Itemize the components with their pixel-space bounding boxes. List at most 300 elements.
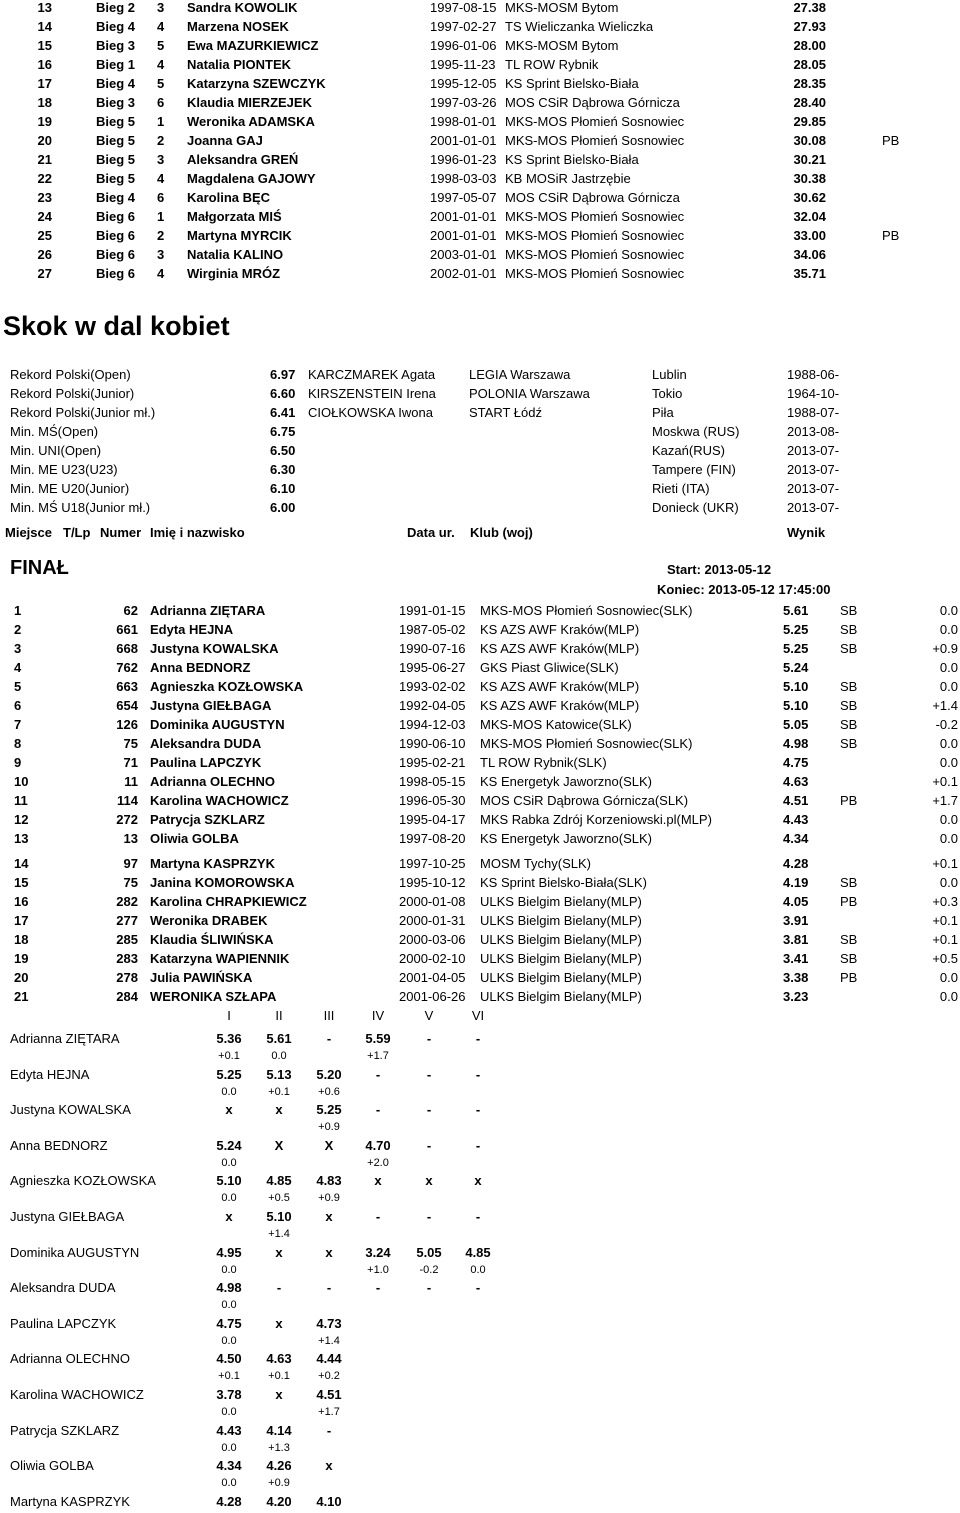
record-holder: CIOŁKOWSKA Iwona [308, 405, 433, 420]
final-note: SB [840, 875, 858, 890]
final-born: 1992-04-05 [399, 698, 466, 713]
record-date: 2013-07- [787, 481, 840, 496]
record-club: START Łódź [469, 405, 542, 420]
attempt-athlete: Adrianna ZIĘTARA [10, 1031, 120, 1046]
record-date: 1988-07- [787, 405, 840, 420]
final-result: 5.24 [783, 660, 809, 675]
prev-born: 1997-02-27 [430, 19, 497, 34]
attempt-mark: - [375, 1102, 381, 1118]
prev-lane: 5 [157, 76, 165, 91]
final-note: SB [840, 717, 858, 732]
attempt-mark: x [275, 1102, 283, 1118]
attempt-mark: x [325, 1209, 333, 1224]
final-wind: 0.0 [939, 875, 958, 890]
prev-lane: 5 [157, 38, 165, 53]
prev-lane: 6 [157, 95, 165, 110]
final-result: 5.05 [783, 717, 809, 732]
attempt-mark: x [225, 1209, 233, 1224]
attempt-mark: x [325, 1244, 333, 1260]
record-date: 2013-07- [787, 500, 840, 515]
attempt-athlete: Dominika AUGUSTYN [10, 1244, 140, 1260]
final-place: 5 [14, 679, 22, 694]
prev-name: Klaudia MIERZEJEK [187, 95, 312, 110]
final-club: KS AZS AWF Kraków(MLP) [480, 622, 640, 637]
final-wind: +0.9 [932, 641, 958, 656]
attempt-athlete: Justyna GIEŁBAGA [10, 1209, 125, 1224]
final-born: 1996-05-30 [399, 793, 466, 808]
final-name: Katarzyna WAPIENNIK [150, 951, 290, 966]
attempt-mark: x [275, 1387, 283, 1402]
final-number: 283 [116, 951, 138, 966]
attempt-athlete: Anna BEDNORZ [10, 1137, 108, 1153]
prev-place: 18 [37, 95, 52, 110]
attempt-mark: 4.75 [216, 1315, 242, 1331]
final-wind: -0.2 [935, 717, 958, 732]
final-place: 18 [14, 932, 29, 947]
final-note: PB [840, 793, 858, 808]
final-name: Weronika DRABEK [150, 913, 268, 928]
col-header-name: Imię i nazwisko [150, 525, 245, 540]
final-wind: 0.0 [939, 989, 958, 1004]
prev-born: 1998-01-01 [430, 114, 497, 129]
attempt-athlete: Patrycja SZKLARZ [10, 1422, 120, 1438]
attempt-mark: 4.85 [266, 1173, 292, 1189]
attempt-header: IV [371, 1008, 385, 1023]
final-name: Adrianna OLECHNO [150, 774, 275, 789]
final-born: 2000-02-10 [399, 951, 466, 966]
prev-place: 13 [37, 0, 52, 15]
prev-result: 28.40 [793, 95, 826, 110]
attempt-mark: - [426, 1102, 432, 1118]
record-place: Tampere (FIN) [652, 462, 736, 477]
prev-born: 2001-01-01 [430, 133, 497, 148]
final-note: SB [840, 641, 858, 656]
final-place: 9 [14, 755, 22, 770]
prev-lane: 3 [157, 247, 165, 262]
final-result: 3.91 [783, 913, 809, 928]
col-header-place: Miejsce [5, 525, 52, 540]
prev-born: 1996-01-23 [430, 152, 497, 167]
attempt-athlete: Agnieszka KOZŁOWSKA [10, 1173, 156, 1189]
prev-club: MKS-MOSM Bytom [505, 38, 619, 53]
final-place: 13 [14, 831, 29, 846]
final-born: 2001-04-05 [399, 970, 466, 985]
final-club: ULKS Bielgim Bielany(MLP) [480, 932, 642, 947]
final-wind: +0.1 [932, 856, 958, 871]
final-club: MOS CSiR Dąbrowa Górnicza(SLK) [480, 793, 689, 808]
final-number: 277 [116, 913, 138, 928]
prev-result: 33.00 [793, 228, 826, 243]
attempt-mark: 4.70 [365, 1137, 391, 1153]
attempt-mark: 5.36 [216, 1031, 242, 1046]
final-result: 4.05 [783, 894, 809, 909]
record-value: 6.60 [270, 386, 296, 401]
record-place: Donieck (UKR) [652, 500, 739, 515]
prev-result: 34.06 [793, 247, 826, 262]
prev-heat: Bieg 3 [96, 38, 136, 53]
record-value: 6.97 [270, 367, 296, 382]
final-number: 284 [116, 989, 138, 1004]
prev-heat: Bieg 5 [96, 114, 136, 129]
final-club: ULKS Bielgim Bielany(MLP) [480, 951, 642, 966]
attempt-mark: - [426, 1066, 432, 1082]
record-label: Min. MŚ(Open) [10, 424, 99, 439]
attempt-header: VI [471, 1008, 485, 1023]
final-wind: 0.0 [939, 622, 958, 637]
attempt-wind: +0.1 [268, 1085, 290, 1098]
final-name: Klaudia ŚLIWIŃSKA [150, 932, 274, 947]
prev-heat: Bieg 4 [96, 190, 136, 205]
final-name: Janina KOMOROWSKA [150, 875, 295, 890]
prev-born: 1997-05-07 [430, 190, 497, 205]
attempt-mark: X [324, 1137, 334, 1153]
final-born: 1998-05-15 [399, 774, 466, 789]
prev-heat: Bieg 3 [96, 95, 136, 110]
prev-note: PB [882, 133, 900, 148]
prev-name: Natalia KALINO [187, 247, 284, 262]
final-club: KS Energetyk Jaworzno(SLK) [480, 831, 652, 846]
record-place: Piła [652, 405, 674, 420]
final-result: 4.98 [783, 736, 809, 751]
final-number: 668 [116, 641, 138, 656]
prev-heat: Bieg 4 [96, 76, 136, 91]
attempt-wind: 0.0 [221, 1299, 237, 1312]
prev-result: 28.35 [793, 76, 826, 91]
prev-place: 27 [37, 266, 52, 281]
attempt-mark: 5.59 [365, 1031, 391, 1046]
final-club: ULKS Bielgim Bielany(MLP) [480, 894, 642, 909]
final-wind: +0.1 [932, 913, 958, 928]
final-wind: +1.4 [932, 698, 958, 713]
final-born: 2000-01-31 [399, 913, 466, 928]
final-result: 3.81 [783, 932, 809, 947]
attempt-mark: 5.25 [216, 1066, 242, 1082]
prev-note: PB [882, 228, 900, 243]
prev-born: 2002-01-01 [430, 266, 497, 281]
final-number: 62 [123, 603, 138, 618]
record-date: 1964-10- [787, 386, 840, 401]
attempt-athlete: Karolina WACHOWICZ [10, 1387, 144, 1402]
attempt-wind: 0.0 [221, 1406, 237, 1418]
prev-club: TS Wieliczanka Wieliczka [505, 19, 654, 34]
attempt-header: II [275, 1008, 283, 1023]
attempt-mark: - [426, 1137, 432, 1153]
attempt-mark: 4.43 [216, 1422, 242, 1438]
final-club: MKS-MOS Płomień Sosnowiec(SLK) [480, 603, 693, 618]
attempt-wind: +1.0 [367, 1263, 389, 1276]
prev-place: 26 [37, 247, 52, 262]
final-result: 5.10 [783, 698, 809, 713]
attempt-wind: 0.0 [221, 1085, 237, 1098]
final-start: Start: 2013-05-12 [667, 562, 772, 577]
prev-club: MOS CSiR Dąbrowa Górnicza [505, 190, 680, 205]
final-name: Patrycja SZKLARZ [150, 812, 265, 827]
prev-lane: 4 [157, 171, 165, 186]
final-result: 4.19 [783, 875, 809, 890]
attempt-mark: - [426, 1031, 432, 1046]
attempt-mark: X [274, 1137, 284, 1153]
prev-name: Aleksandra GREŃ [187, 152, 299, 167]
final-name: Oliwia GOLBA [150, 831, 239, 846]
prev-lane: 4 [157, 266, 165, 281]
prev-born: 2003-01-01 [430, 247, 497, 262]
final-end: Koniec: 2013-05-12 17:45:00 [657, 582, 831, 597]
attempt-wind: 0.0 [271, 1050, 287, 1062]
attempt-wind: +0.2 [318, 1370, 340, 1383]
attempt-athlete: Justyna KOWALSKA [10, 1102, 131, 1118]
attempt-athlete: Paulina LAPCZYK [10, 1315, 117, 1331]
final-place: 17 [14, 913, 29, 928]
prev-name: Martyna MYRCIK [187, 228, 292, 243]
attempt-wind: 0.0 [470, 1263, 486, 1276]
prev-name: Natalia PIONTEK [187, 57, 292, 72]
prev-born: 1995-11-23 [430, 57, 496, 72]
final-club: KS Sprint Bielsko-Biała(SLK) [480, 875, 647, 890]
prev-lane: 2 [157, 133, 165, 148]
prev-name: Ewa MAZURKIEWICZ [187, 38, 319, 53]
final-note: SB [840, 622, 858, 637]
prev-result: 30.21 [793, 152, 826, 167]
final-note: SB [840, 698, 858, 713]
final-result: 5.61 [783, 603, 809, 618]
final-club: KS AZS AWF Kraków(MLP) [480, 641, 640, 656]
attempt-mark: 4.34 [216, 1458, 242, 1474]
prev-name: Karolina BĘC [187, 190, 271, 205]
final-place: 15 [14, 875, 29, 890]
final-title: FINAŁ [10, 557, 69, 579]
final-born: 1993-02-02 [399, 679, 466, 694]
final-place: 6 [14, 698, 22, 713]
record-value: 6.30 [270, 462, 296, 477]
prev-heat: Bieg 6 [96, 247, 136, 262]
record-label: Min. UNI(Open) [10, 443, 102, 458]
final-club: MOSM Tychy(SLK) [480, 856, 592, 871]
prev-club: TL ROW Rybnik [505, 57, 599, 72]
attempt-wind: +0.5 [268, 1192, 290, 1205]
attempt-wind: 0.0 [221, 1441, 237, 1454]
record-value: 6.75 [270, 424, 296, 439]
record-place: Rieti (ITA) [652, 481, 710, 496]
final-wind: 0.0 [939, 812, 958, 827]
attempt-mark: 5.05 [416, 1244, 442, 1260]
final-born: 1995-04-17 [399, 812, 466, 827]
final-place: 1 [14, 603, 22, 618]
prev-heat: Bieg 6 [96, 228, 136, 243]
prev-heat: Bieg 5 [96, 152, 136, 167]
final-wind: +0.3 [932, 894, 958, 909]
record-value: 6.50 [270, 443, 296, 458]
final-club: KS Energetyk Jaworzno(SLK) [480, 774, 652, 789]
prev-place: 25 [37, 228, 52, 243]
final-name: Aleksandra DUDA [150, 736, 262, 751]
attempt-mark: 4.83 [316, 1173, 342, 1189]
record-label: Min. ME U20(Junior) [10, 481, 130, 496]
attempt-mark: 4.44 [316, 1351, 342, 1367]
prev-name: Katarzyna SZEWCZYK [187, 76, 326, 91]
prev-heat: Bieg 5 [96, 171, 136, 186]
final-note: PB [840, 894, 858, 909]
final-place: 8 [14, 736, 22, 751]
prev-heat: Bieg 4 [96, 19, 136, 34]
final-name: WERONIKA SZŁAPA [150, 989, 277, 1004]
attempt-header: V [424, 1008, 434, 1023]
attempt-wind: +0.1 [218, 1370, 240, 1383]
final-place: 14 [14, 856, 29, 871]
final-wind: +1.7 [932, 793, 958, 808]
prev-name: Wirginia MRÓZ [187, 266, 281, 281]
record-label: Rekord Polski(Open) [10, 367, 131, 382]
attempt-mark: 4.63 [266, 1351, 292, 1367]
prev-club: MKS-MOS Płomień Sosnowiec [505, 209, 685, 224]
attempt-mark: 5.10 [216, 1173, 242, 1189]
prev-lane: 1 [157, 209, 165, 224]
attempt-wind: +1.3 [268, 1441, 290, 1454]
attempt-wind: 0.0 [221, 1334, 237, 1347]
final-name: Anna BEDNORZ [150, 660, 251, 675]
attempt-mark: 3.78 [216, 1387, 242, 1402]
final-place: 2 [14, 622, 22, 637]
attempt-mark: - [326, 1422, 332, 1438]
final-number: 126 [116, 717, 138, 732]
record-date: 2013-08- [787, 424, 840, 439]
attempt-mark: - [426, 1280, 432, 1296]
prev-result: 29.85 [793, 114, 826, 129]
final-born: 1997-10-25 [399, 856, 466, 871]
attempt-mark: - [276, 1280, 282, 1296]
prev-result: 27.93 [793, 19, 826, 34]
attempt-mark: x [325, 1458, 333, 1474]
record-place: Moskwa (RUS) [652, 424, 740, 439]
final-wind: +0.1 [932, 932, 958, 947]
final-born: 1990-06-10 [399, 736, 466, 751]
final-number: 75 [123, 875, 138, 890]
final-club: TL ROW Rybnik(SLK) [480, 755, 607, 770]
final-name: Julia PAWIŃSKA [150, 970, 253, 985]
final-number: 272 [116, 812, 138, 827]
prev-born: 1997-03-26 [430, 95, 497, 110]
attempt-header: I [227, 1008, 231, 1023]
final-club: MKS-MOS Płomień Sosnowiec(SLK) [480, 736, 693, 751]
attempt-wind: +1.4 [318, 1334, 340, 1347]
attempt-mark: 5.13 [266, 1066, 292, 1082]
attempt-mark: 4.85 [465, 1244, 491, 1260]
final-name: Agnieszka KOZŁOWSKA [150, 679, 304, 694]
attempt-mark: - [326, 1280, 332, 1296]
attempt-mark: - [326, 1031, 332, 1046]
prev-club: MKS-MOS Płomień Sosnowiec [505, 114, 685, 129]
final-born: 1990-07-16 [399, 641, 466, 656]
prev-club: KS Sprint Bielsko-Biała [505, 152, 639, 167]
attempt-mark: - [375, 1066, 381, 1082]
prev-place: 22 [37, 171, 52, 186]
record-club: LEGIA Warszawa [469, 367, 571, 382]
record-place: Lublin [652, 367, 687, 382]
prev-place: 14 [37, 19, 52, 34]
final-born: 1995-06-27 [399, 660, 466, 675]
attempt-wind: -0.2 [419, 1263, 439, 1276]
final-place: 4 [14, 660, 22, 675]
final-place: 7 [14, 717, 22, 732]
prev-result: 30.38 [793, 171, 826, 186]
attempt-wind: +0.9 [268, 1477, 290, 1490]
prev-born: 2001-01-01 [430, 209, 497, 224]
attempt-mark: 4.20 [266, 1493, 292, 1509]
prev-club: MKS-MOS Płomień Sosnowiec [505, 247, 685, 262]
record-date: 2013-07- [787, 443, 840, 458]
attempt-mark: x [425, 1173, 433, 1189]
final-club: MKS-MOS Katowice(SLK) [480, 717, 632, 732]
attempt-mark: x [275, 1315, 283, 1331]
final-name: Dominika AUGUSTYN [150, 717, 285, 732]
final-born: 2000-01-08 [399, 894, 466, 909]
final-note: SB [840, 736, 858, 751]
prev-result: 30.62 [793, 190, 826, 205]
attempt-mark: - [475, 1066, 481, 1082]
final-born: 2001-06-26 [399, 989, 466, 1004]
final-note: SB [840, 603, 858, 618]
prev-name: Weronika ADAMSKA [187, 114, 315, 129]
prev-result: 27.38 [793, 0, 826, 15]
col-header-tlp: T/Lp [63, 525, 91, 540]
final-name: Justyna KOWALSKA [150, 641, 279, 656]
final-wind: 0.0 [939, 970, 958, 985]
attempt-mark: - [475, 1031, 481, 1046]
prev-result: 30.08 [793, 133, 826, 148]
prev-born: 1995-12-05 [430, 76, 497, 91]
attempt-wind: +2.0 [367, 1156, 389, 1169]
final-place: 11 [14, 793, 28, 808]
col-header-number: Numer [100, 525, 142, 540]
col-header-result: Wynik [787, 525, 826, 540]
final-born: 1997-08-20 [399, 831, 466, 846]
attempt-mark: - [475, 1280, 481, 1296]
attempt-wind: +0.1 [218, 1050, 240, 1062]
record-place: Kazań(RUS) [652, 443, 725, 458]
record-holder: KARCZMAREK Agata [308, 367, 436, 382]
attempt-mark: x [374, 1173, 382, 1189]
final-number: 282 [116, 894, 138, 909]
prev-lane: 3 [157, 0, 165, 15]
attempt-athlete: Aleksandra DUDA [10, 1280, 116, 1296]
attempt-mark: 4.51 [316, 1387, 342, 1402]
prev-club: MKS-MOS Płomień Sosnowiec [505, 228, 685, 243]
prev-name: Magdalena GAJOWY [187, 171, 316, 186]
attempt-wind: +0.9 [318, 1192, 340, 1205]
attempt-mark: x [474, 1173, 482, 1189]
final-result: 3.23 [783, 989, 809, 1004]
final-club: ULKS Bielgim Bielany(MLP) [480, 989, 642, 1004]
prev-result: 35.71 [793, 266, 826, 281]
final-number: 654 [116, 698, 138, 713]
attempt-mark: 4.50 [216, 1351, 242, 1367]
final-club: GKS Piast Gliwice(SLK) [480, 660, 619, 675]
final-number: 663 [116, 679, 138, 694]
final-note: SB [840, 932, 858, 947]
attempt-mark: x [225, 1102, 233, 1118]
final-born: 1995-02-21 [399, 755, 466, 770]
final-place: 20 [14, 970, 29, 985]
final-number: 762 [116, 660, 138, 675]
final-number: 278 [116, 970, 138, 985]
final-result: 4.75 [783, 755, 809, 770]
prev-born: 2001-01-01 [430, 228, 497, 243]
prev-lane: 4 [157, 57, 165, 72]
final-name: Justyna GIEŁBAGA [150, 698, 272, 713]
attempt-athlete: Adrianna OLECHNO [10, 1351, 130, 1367]
final-wind: 0.0 [939, 679, 958, 694]
final-place: 10 [14, 774, 29, 789]
final-place: 3 [14, 641, 22, 656]
